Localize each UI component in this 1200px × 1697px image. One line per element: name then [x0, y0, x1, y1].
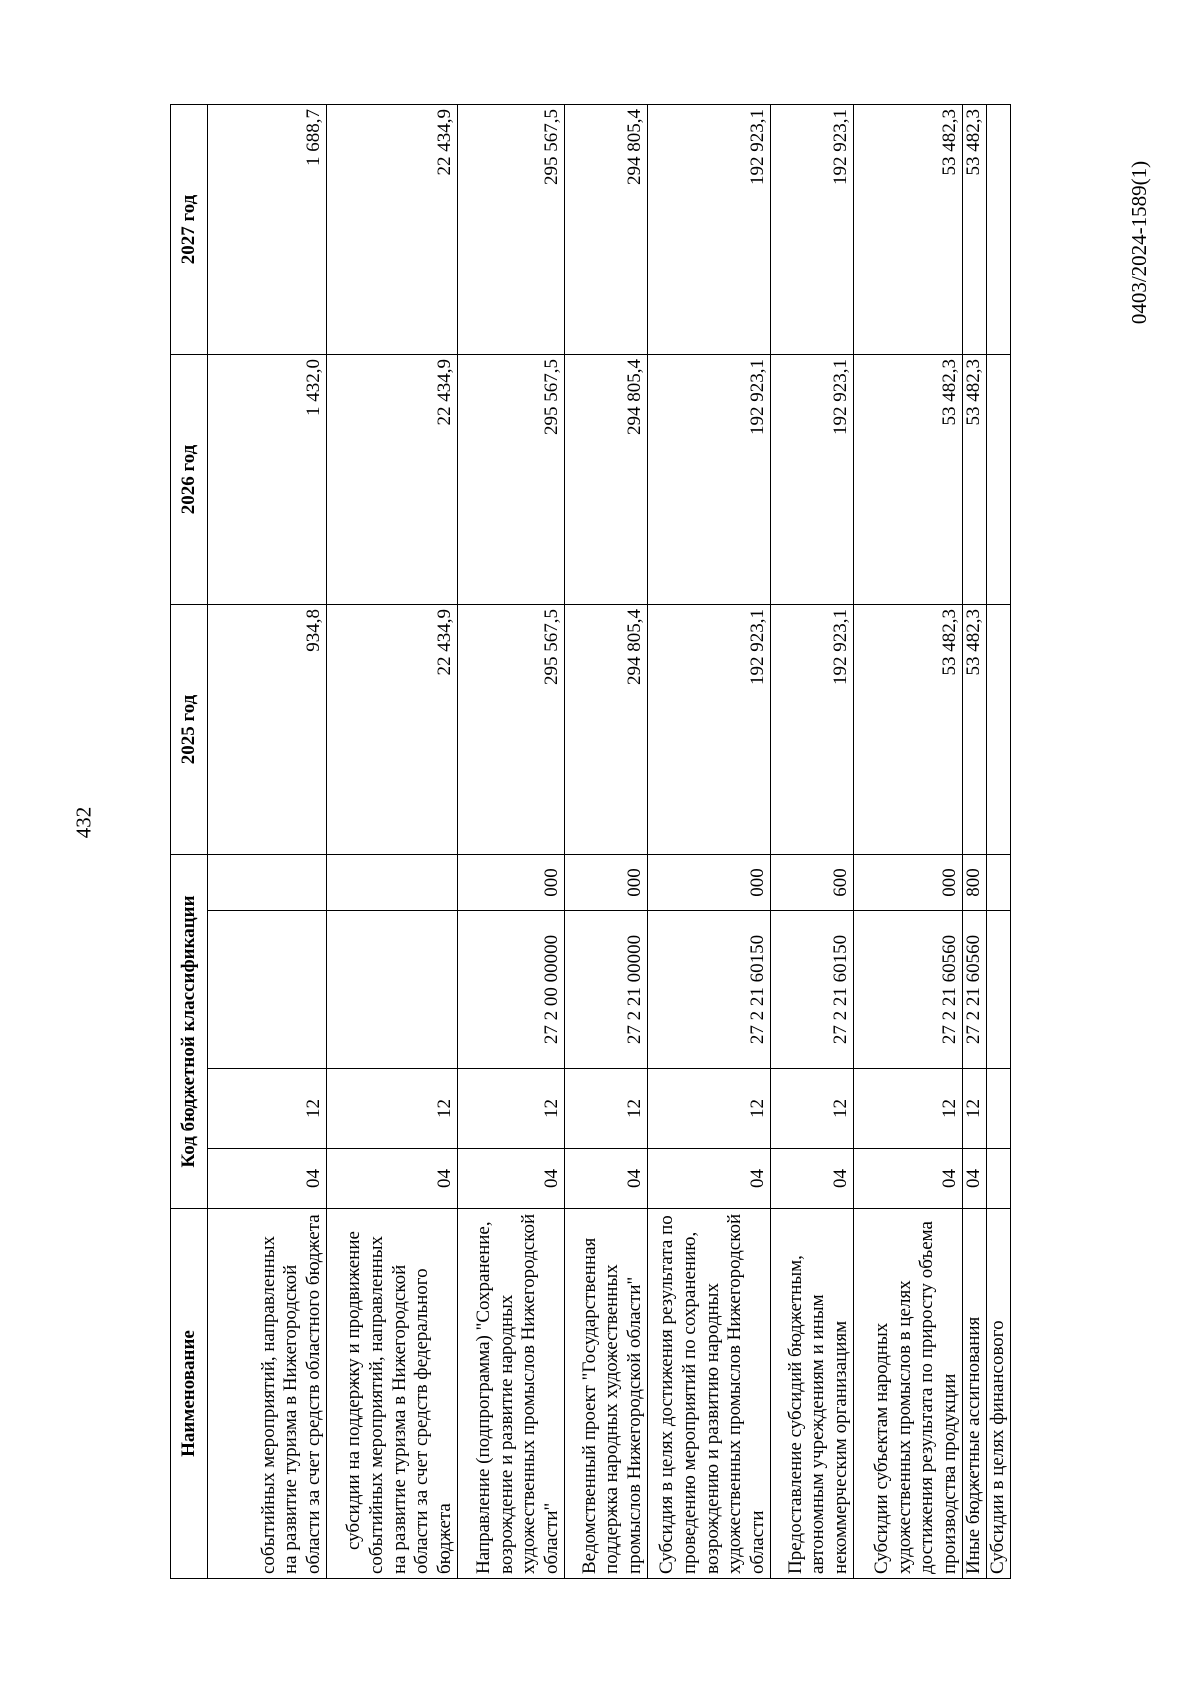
document-code: 0403/2024-1589(1): [1127, 160, 1152, 325]
code-expense-type: 000: [648, 854, 771, 910]
code-subsection: 12: [458, 1069, 565, 1149]
row-name: субсидии на поддержку и продвижение событийных мероприятий, направленных на развитие туризма в Нижегородской области за счет средств федерального бюджета: [327, 1209, 458, 1579]
code-expense-type: 800: [963, 854, 987, 910]
value-2025: 295 567,5: [458, 604, 565, 854]
code-target: 27 2 21 00000: [565, 911, 648, 1069]
row-name: Направление (подпрограмма) "Сохранение, возрождение и развитие народных художественных промыслов Нижегородской области": [458, 1209, 565, 1579]
code-target: 27 2 21 60560: [963, 911, 987, 1069]
code-target: 27 2 00 00000: [458, 911, 565, 1069]
code-section: 04: [771, 1149, 854, 1209]
value-2026: 1 432,0: [208, 354, 327, 604]
value-2027: [986, 104, 1010, 354]
value-2027: 192 923,1: [771, 104, 854, 354]
value-2026: 294 805,4: [565, 354, 648, 604]
code-section: 04: [648, 1149, 771, 1209]
row-name: Субсидия в целях достижения результата по проведению мероприятий по сохранению, возрождению и развитию народных художественных промыслов Нижегородской области: [648, 1209, 771, 1579]
page-number: 432: [71, 806, 96, 839]
code-expense-type: [327, 854, 458, 910]
code-subsection: 12: [208, 1069, 327, 1149]
code-expense-type: 600: [771, 854, 854, 910]
value-2026: [986, 354, 1010, 604]
value-2027: 192 923,1: [648, 104, 771, 354]
budget-table: [170, 104, 1011, 1579]
value-2025: 22 434,9: [327, 604, 458, 854]
code-subsection: 12: [963, 1069, 987, 1149]
code-subsection: [986, 1069, 1010, 1149]
value-2025: 192 923,1: [648, 604, 771, 854]
code-section: 04: [458, 1149, 565, 1209]
value-2025: [986, 604, 1010, 854]
table-header-row: [171, 104, 208, 1578]
budget-table-container: [170, 105, 1058, 1579]
code-subsection: 12: [648, 1069, 771, 1149]
value-2026: 192 923,1: [771, 354, 854, 604]
code-target: 27 2 21 60560: [854, 911, 963, 1069]
code-target: 27 2 21 60150: [771, 911, 854, 1069]
value-2025: 53 482,3: [963, 604, 987, 854]
code-target: [986, 911, 1010, 1069]
value-2027: 1 688,7: [208, 104, 327, 354]
code-expense-type: 000: [565, 854, 648, 910]
row-name: Иные бюджетные ассигнования: [963, 1209, 987, 1579]
table-row: [565, 104, 648, 1578]
value-2025: 53 482,3: [854, 604, 963, 854]
code-section: 04: [208, 1149, 327, 1209]
code-target: [327, 911, 458, 1069]
table-row: [986, 104, 1010, 1578]
row-name: Субсидии в целях финансового: [986, 1209, 1010, 1579]
table-row: [208, 104, 327, 1578]
code-expense-type: [986, 854, 1010, 910]
code-section: 04: [565, 1149, 648, 1209]
table-row: [327, 104, 458, 1578]
header-code: Код бюджетной классификации: [171, 854, 208, 1208]
header-2027: 2027 год: [171, 104, 208, 354]
row-name: Предоставление субсидий бюджетным, автономным учреждениям и иным некоммерческим организациям: [771, 1209, 854, 1579]
value-2026: 22 434,9: [327, 354, 458, 604]
table-row: [458, 104, 565, 1578]
value-2025: 934,8: [208, 604, 327, 854]
value-2027: 53 482,3: [963, 104, 987, 354]
table-row: [771, 104, 854, 1578]
code-expense-type: 000: [458, 854, 565, 910]
table-row: [963, 104, 987, 1578]
header-2025: 2025 год: [171, 604, 208, 854]
code-section: [986, 1149, 1010, 1209]
value-2026: 295 567,5: [458, 354, 565, 604]
table-row: [648, 104, 771, 1578]
value-2025: 294 805,4: [565, 604, 648, 854]
value-2027: 22 434,9: [327, 104, 458, 354]
value-2027: 295 567,5: [458, 104, 565, 354]
row-name: Субсидии субъектам народных художественных промыслов в целях достижения результата по приросту объема производства продукции: [854, 1209, 963, 1579]
code-subsection: 12: [771, 1069, 854, 1149]
value-2026: 53 482,3: [854, 354, 963, 604]
code-target: 27 2 21 60150: [648, 911, 771, 1069]
value-2025: 192 923,1: [771, 604, 854, 854]
code-subsection: 12: [565, 1069, 648, 1149]
code-section: 04: [327, 1149, 458, 1209]
code-target: [208, 911, 327, 1069]
code-expense-type: [208, 854, 327, 910]
row-name: событийных мероприятий, направленных на развитие туризма в Нижегородской области за счет средств областного бюджета: [208, 1209, 327, 1579]
table-row: [854, 104, 963, 1578]
code-section: 04: [963, 1149, 987, 1209]
value-2026: 53 482,3: [963, 354, 987, 604]
value-2027: 294 805,4: [565, 104, 648, 354]
value-2026: 192 923,1: [648, 354, 771, 604]
value-2027: 53 482,3: [854, 104, 963, 354]
code-section: 04: [854, 1149, 963, 1209]
header-2026: 2026 год: [171, 354, 208, 604]
code-expense-type: 000: [854, 854, 963, 910]
code-subsection: 12: [327, 1069, 458, 1149]
row-name: Ведомственный проект "Государственная поддержка народных художественных промыслов Нижегородской области": [565, 1209, 648, 1579]
header-name: Наименование: [171, 1209, 208, 1579]
code-subsection: 12: [854, 1069, 963, 1149]
